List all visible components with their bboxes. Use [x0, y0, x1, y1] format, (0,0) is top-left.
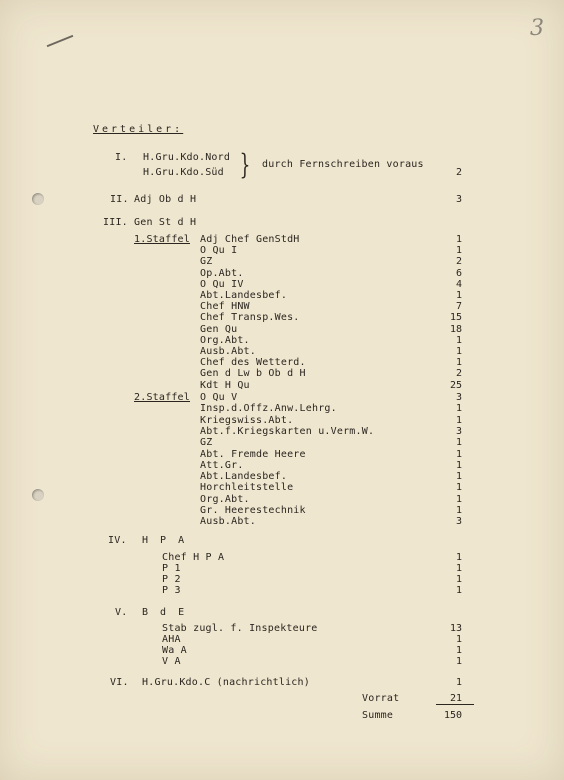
distribution-entry-name: Gen d Lw b Ob d H: [200, 368, 306, 380]
distribution-entry-count: 1: [455, 634, 462, 645]
distribution-entry-name: Gen Qu: [200, 323, 238, 335]
distribution-entry-count: 1: [455, 505, 462, 516]
distribution-entry-count: 18: [449, 323, 462, 335]
distribution-entry-count: 13: [449, 623, 462, 634]
distribution-entry-name: Ausb.Abt.: [200, 516, 256, 528]
vorrat-label: Vorrat: [362, 693, 400, 704]
distribution-entry-count: 3: [455, 392, 462, 403]
punch-hole: [32, 489, 44, 501]
section-6-roman: VI.: [110, 677, 129, 688]
distribution-entry-name: P 2: [162, 574, 181, 585]
section-4-label: H P A: [142, 535, 188, 546]
distribution-entry-name: Horchleitstelle: [200, 482, 294, 494]
distribution-entry-name: Abt. Fremde Heere: [200, 448, 306, 460]
distribution-entry-count: 15: [449, 312, 462, 324]
sum-rule: [436, 704, 474, 705]
distribution-entry-count: 1: [455, 448, 462, 460]
distribution-entry-count: 6: [455, 267, 462, 279]
distribution-entry-name: Wa A: [162, 645, 187, 656]
section-1-line-1: H.Gru.Kdo.Nord: [143, 152, 231, 163]
distribution-entry-name: Chef Transp.Wes.: [200, 312, 300, 324]
section-1-count: 2: [455, 167, 462, 178]
distribution-entry-count: 1: [455, 493, 462, 505]
distribution-entry-count: 1: [455, 437, 462, 449]
section-2-label: Adj Ob d H: [134, 194, 197, 205]
distribution-entry-count: 1: [455, 656, 462, 667]
section-5-label: B d E: [142, 607, 188, 618]
distribution-entry-name: Abt.Landesbef.: [200, 471, 288, 483]
distribution-entry-name: Abt.Landesbef.: [200, 290, 288, 301]
distribution-entry-name: Insp.d.Offz.Anw.Lehrg.: [200, 403, 337, 415]
distribution-entry-name: P 1: [162, 563, 181, 574]
distribution-entry-name: Chef H P A: [162, 552, 225, 563]
section-3-label: Gen St d H: [134, 217, 197, 228]
pencil-mark: [47, 35, 74, 47]
distribution-entry-count: 1: [455, 290, 462, 301]
distribution-entry-count: 1: [455, 357, 462, 369]
page-number: 3: [530, 16, 544, 41]
distribution-entry-count: 1: [455, 563, 462, 574]
staffel-2-label: 2.Staffel: [134, 392, 190, 403]
section-1-roman: I.: [115, 152, 128, 163]
section-1-line-2: H.Gru.Kdo.Süd: [143, 167, 224, 178]
distribution-entry-name: Chef des Wetterd.: [200, 357, 306, 369]
distribution-entry-count: 25: [449, 379, 462, 391]
section-6-count: 1: [455, 677, 462, 688]
distribution-entry-name: Adj Chef GenStdH: [200, 234, 300, 245]
distribution-entry-name: Ausb.Abt.: [200, 346, 256, 357]
distribution-entry-name: Org.Abt.: [200, 493, 250, 505]
distribution-entry-count: 1: [455, 234, 462, 245]
brace-symbol: }: [239, 148, 251, 181]
distribution-entry-name: O Qu I: [200, 245, 238, 257]
staffel-1-label: 1.Staffel: [134, 234, 190, 245]
distribution-entry-count: 1: [455, 414, 462, 426]
distribution-entry-name: P 3: [162, 585, 181, 596]
distribution-entry-count: 1: [455, 459, 462, 471]
distribution-entry-name: O Qu V: [200, 392, 238, 403]
section-6-label: H.Gru.Kdo.C (nachrichtlich): [142, 677, 310, 688]
distribution-entry-name: Kdt H Qu: [200, 379, 250, 391]
distribution-entry-name: Org.Abt.: [200, 334, 250, 346]
distribution-entry-count: 1: [455, 482, 462, 494]
distribution-entry-name: AHA: [162, 634, 181, 645]
punch-hole: [32, 193, 44, 205]
distribution-entry-name: Chef HNW: [200, 301, 250, 313]
distribution-entry-count: 1: [455, 645, 462, 656]
distribution-entry-count: 1: [455, 245, 462, 257]
section-1-note: durch Fernschreiben voraus: [262, 159, 424, 170]
distribution-entry-name: GZ: [200, 437, 213, 449]
distribution-entry-count: 1: [455, 346, 462, 357]
section-4-roman: IV.: [108, 535, 127, 546]
distribution-title: Verteiler:: [93, 124, 184, 135]
distribution-entry-count: 2: [455, 256, 462, 268]
distribution-entry-name: Kriegswiss.Abt.: [200, 414, 294, 426]
distribution-entry-name: Stab zugl. f. Inspekteure: [162, 623, 318, 634]
distribution-entry-count: 1: [455, 574, 462, 585]
summe-value: 150: [443, 710, 462, 721]
distribution-entry-name: Op.Abt.: [200, 267, 244, 279]
summe-label: Summe: [362, 710, 394, 721]
distribution-entry-count: 3: [455, 425, 462, 437]
distribution-entry-count: 1: [455, 334, 462, 346]
distribution-entry-name: Att.Gr.: [200, 459, 244, 471]
distribution-entry-count: 1: [455, 585, 462, 596]
section-2-count: 3: [455, 194, 462, 205]
distribution-entry-count: 7: [455, 301, 462, 313]
distribution-entry-name: Gr. Heerestechnik: [200, 505, 306, 516]
section-3-roman: III.: [103, 217, 128, 228]
distribution-entry-name: GZ: [200, 256, 213, 268]
section-2-roman: II.: [110, 194, 129, 205]
distribution-entry-name: V A: [162, 656, 181, 667]
section-5-roman: V.: [115, 607, 128, 618]
vorrat-value: 21: [449, 693, 462, 704]
distribution-entry-name: O Qu IV: [200, 278, 244, 290]
distribution-entry-count: 3: [455, 516, 462, 528]
distribution-entry-count: 1: [455, 552, 462, 563]
distribution-entry-count: 4: [455, 278, 462, 290]
distribution-entry-name: Abt.f.Kriegskarten u.Verm.W.: [200, 425, 375, 437]
distribution-entry-count: 1: [455, 403, 462, 415]
distribution-entry-count: 1: [455, 471, 462, 483]
distribution-entry-count: 2: [455, 368, 462, 380]
